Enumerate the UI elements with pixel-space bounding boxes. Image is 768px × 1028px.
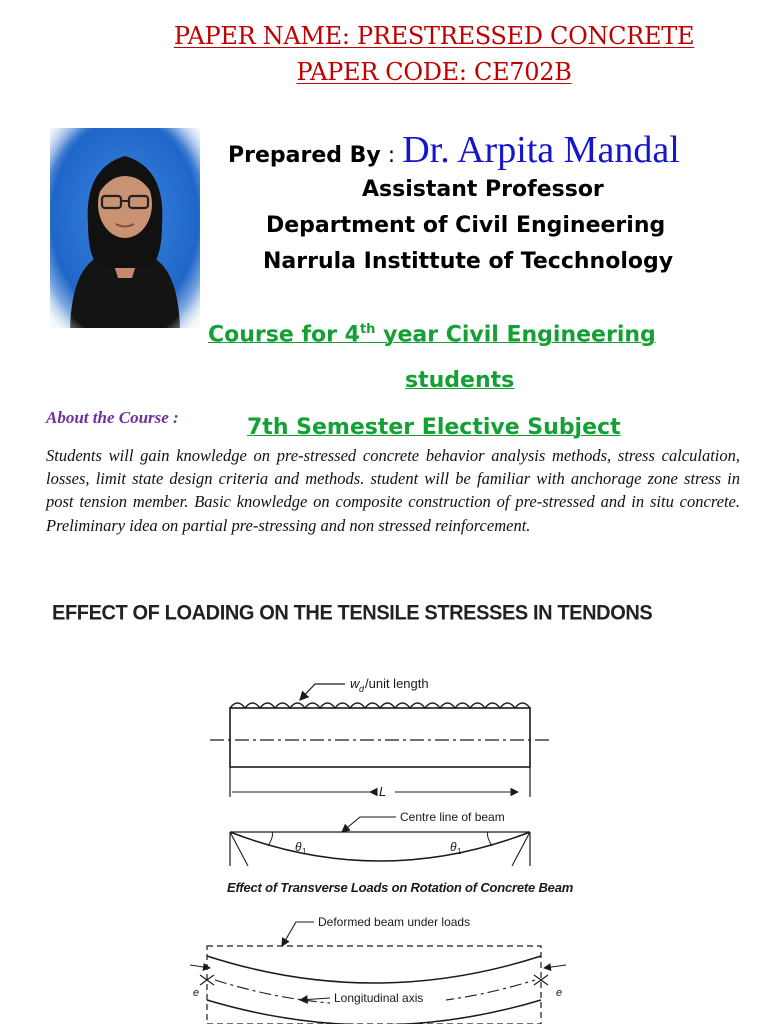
- prepared-by-separator: :: [380, 143, 403, 168]
- svg-text:θ: θ: [295, 840, 302, 854]
- centre-line-label: Centre line of beam: [400, 810, 505, 824]
- span-label: L: [379, 784, 387, 799]
- eccentricity-left: e: [193, 987, 200, 999]
- course-year-prefix: Course for 4: [208, 322, 360, 348]
- author-photo: [50, 128, 200, 328]
- theta-right: [450, 840, 462, 856]
- deformed-beam-label: Deformed beam under loads: [318, 915, 471, 929]
- department: Department of Civil Engineering: [266, 213, 666, 238]
- institute: Narrula Instittute of Tecchnology: [263, 249, 674, 274]
- author-name: Dr. Arpita Mandal: [402, 129, 680, 171]
- prepared-by-line: [228, 128, 680, 172]
- load-label: [350, 676, 429, 694]
- designation: Assistant Professor: [362, 177, 604, 202]
- paper-code: PAPER CODE: CE702B: [296, 58, 572, 86]
- author-portrait-image: [50, 128, 200, 328]
- about-course-heading: About the Course :: [46, 408, 179, 427]
- eccentricity-right: e: [556, 987, 563, 999]
- course-year-superscript: th: [359, 322, 376, 337]
- figure-caption: Effect of Transverse Loads on Rotation of Concrete Beam: [227, 880, 574, 895]
- theta-left: [295, 840, 307, 856]
- paper-name: PAPER NAME: PRESTRESSED CONCRETE: [173, 22, 695, 50]
- svg-text:/unit length: /unit length: [365, 676, 429, 691]
- semester-line: 7th Semester Elective Subject: [247, 415, 621, 440]
- svg-text:d: d: [359, 684, 365, 694]
- course-students-line: students: [405, 368, 515, 393]
- longitudinal-axis-label: Longitudinal axis: [334, 991, 424, 1005]
- beam: [230, 708, 530, 767]
- deflected-centre-line: [230, 832, 530, 861]
- svg-text:θ: θ: [450, 840, 457, 854]
- svg-text:w: w: [350, 676, 360, 691]
- about-course-text: Students will gain knowledge on pre-stressed concrete behavior analysis methods, stress calculation, losses, limit state design criteria and methods. student will be familiar with anchorage zone stress in post tension member. Basic knowledge on composite construction of pre-stressed and in situ concrete. Preliminary idea on partial pre-stressing and non stressed reinforcement.: [46, 446, 740, 535]
- course-year-line: [208, 322, 656, 347]
- figure-title: EFFECT OF LOADING ON THE TENSILE STRESSES IN TENDONS: [52, 601, 653, 625]
- prepared-by-label: Prepared By: [228, 143, 381, 168]
- svg-text:1: 1: [302, 847, 307, 856]
- beam-diagram: [190, 668, 590, 1024]
- svg-text:1: 1: [457, 847, 462, 856]
- course-year-suffix: year Civil Engineering: [375, 322, 656, 348]
- deformed-beam-top: [207, 956, 541, 983]
